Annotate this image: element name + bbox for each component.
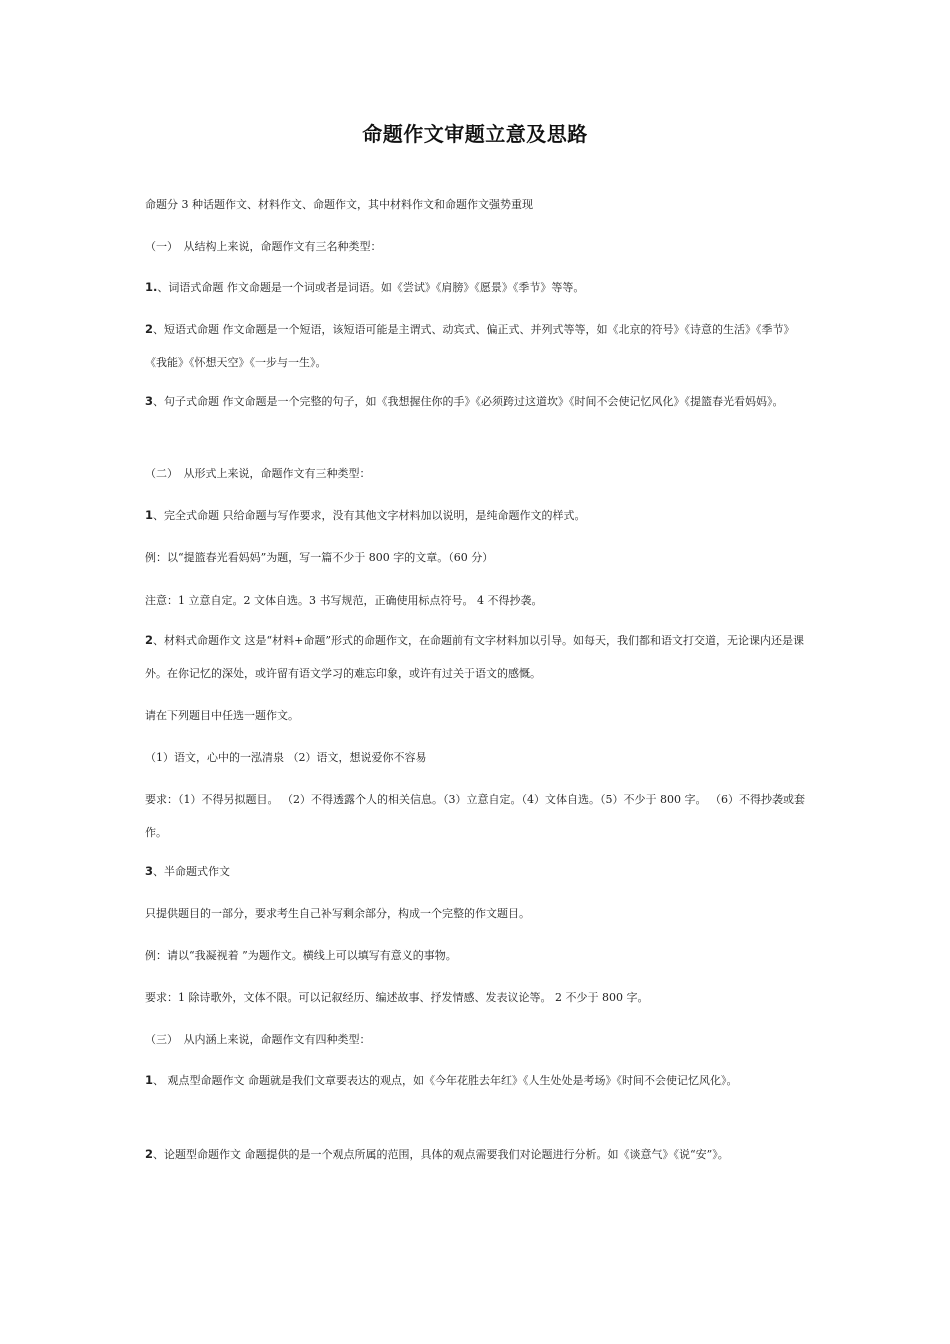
item-number: 2 <box>145 1147 154 1161</box>
item-number: 1 <box>145 508 154 522</box>
section-heading-text: （三） 从内涵上来说，命题作文有四种类型： <box>145 1033 371 1046</box>
paragraph <box>145 991 810 1005</box>
section-heading <box>145 240 810 254</box>
paragraph <box>145 551 810 565</box>
item-text: 、材料式命题作文 这是“材料+命题”形式的命题作文，在命题前有文字材料加以引导。如每天，我们都和语文打交道，无论课内还是课外。在你记忆的深处，或许留有语文学习的难忘印象，或许有过关于语文的感慨。 <box>145 634 804 680</box>
paragraph-text: 要求：1 除诗歌外，文体不限。可以记叙经历、编述故事、抒发情感、发表议论等。 2 不少于 800 字。 <box>145 991 649 1004</box>
item-text: 、完全式命题 只给命题与写作要求，没有其他文字材料加以说明，是纯命题作文的样式。 <box>153 509 586 522</box>
paragraph-text: 只提供题目的一部分，要求考生自己补写剩余部分，构成一个完整的作文题目。 <box>145 907 530 920</box>
paragraph <box>145 709 810 723</box>
item-number: 1. <box>145 280 158 294</box>
item-text: 、半命题式作文 <box>153 865 231 878</box>
paragraph <box>145 594 810 608</box>
paragraph <box>145 751 810 765</box>
paragraph-text: 命题分 3 种话题作文、材料作文、命题作文，其中材料作文和命题作文强势重现 <box>145 198 533 211</box>
item-number: 3 <box>145 394 154 408</box>
item-text: 、论题型命题作文 命题提供的是一个观点所属的范围，具体的观点需要我们对论题进行分析。如《谈意气》《说“安”》。 <box>153 1148 729 1161</box>
page-title: 命题作文审题立意及思路 <box>362 122 588 146</box>
list-item <box>145 385 810 418</box>
item-number: 2 <box>145 633 154 647</box>
paragraph-text: 请在下列题目中任选一题作文。 <box>145 709 299 722</box>
list-item <box>145 508 810 523</box>
list-item <box>145 864 810 879</box>
list-item <box>145 280 810 295</box>
paragraph <box>145 907 810 921</box>
paragraph-text: 例：请以“我凝视着 ”为题作文。横线上可以填写有意义的事物。 <box>145 949 457 962</box>
item-number: 3 <box>145 864 154 878</box>
paragraph-text: （1）语文，心中的一泓清泉 （2）语文，想说爱你不容易 <box>145 751 427 764</box>
list-item <box>145 313 810 379</box>
item-number: 1 <box>145 1073 154 1087</box>
paragraph <box>145 949 810 963</box>
section-heading-text: （一） 从结构上来说，命题作文有三名种类型： <box>145 240 382 253</box>
item-text: 、词语式命题 作文命题是一个词或者是词语。如《尝试》《肩膀》《愿景》《季节》等等。 <box>157 281 585 294</box>
item-number: 2 <box>145 322 154 336</box>
paragraph <box>145 783 810 849</box>
item-text: 、 观点型命题作文 命题就是我们文章要表达的观点，如《今年花胜去年红》《人生处处是考场》《时间不会使记忆风化》。 <box>153 1074 738 1087</box>
list-item <box>145 1147 810 1162</box>
paragraph-text: 要求：（1）不得另拟题目。 （2）不得透露个人的相关信息。（3）立意自定。（4）文体自选。（5）不少于 800 字。 （6）不得抄袭或套作。 <box>145 793 805 839</box>
list-item <box>145 1064 810 1097</box>
section-heading-text: （二） 从形式上来说，命题作文有三种类型： <box>145 467 371 480</box>
paragraph <box>145 198 810 212</box>
section-heading <box>145 1033 810 1047</box>
paragraph-text: 注意：1 立意自定。2 文体自选。3 书写规范，正确使用标点符号。 4 不得抄袭。 <box>145 594 543 607</box>
item-text: 、短语式命题 作文命题是一个短语，该短语可能是主谓式、动宾式、偏正式、并列式等等，如《北京的符号》《诗意的生活》《季节》《我能》《怀想天空》《一步与一生》。 <box>145 323 795 369</box>
list-item <box>145 624 810 690</box>
item-text: 、句子式命题 作文命题是一个完整的句子，如《我想握住你的手》《必须跨过这道坎》《时间不会使记忆风化》《提篮春光看妈妈》。 <box>153 395 784 408</box>
section-heading <box>145 467 810 481</box>
paragraph-text: 例：以“提篮春光看妈妈”为题，写一篇不少于 800 字的文章。（60 分） <box>145 551 494 564</box>
